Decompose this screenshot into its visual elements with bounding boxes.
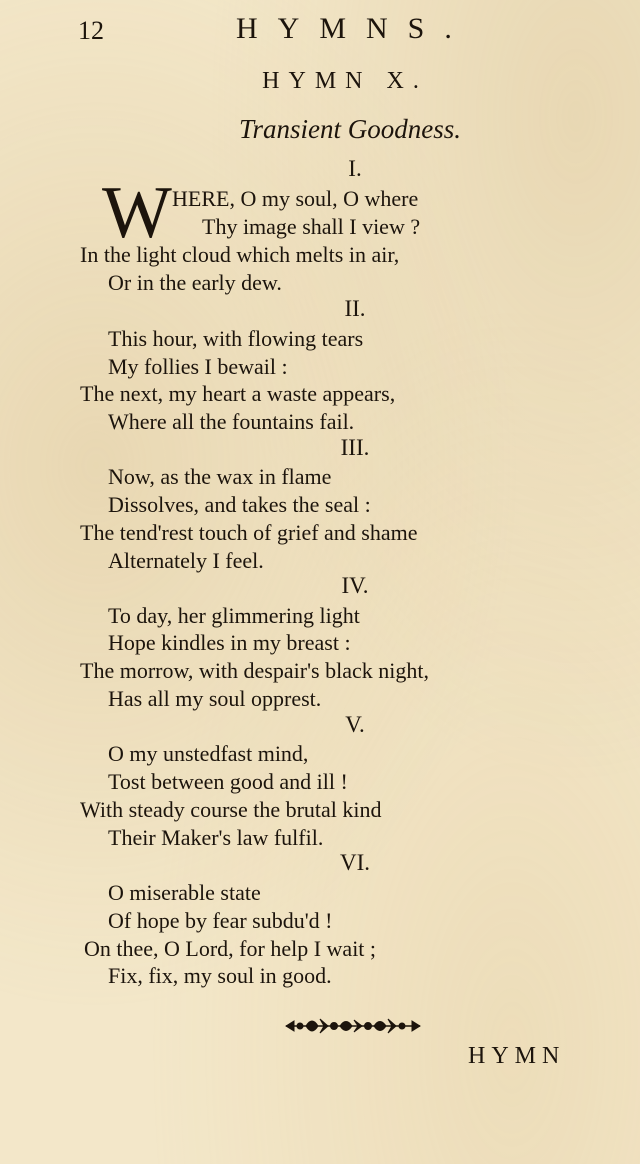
hymn-subtitle: Transient Goodness. [238,114,462,144]
catchword: HYMN [468,1043,566,1069]
stanza-numeral: IV. [341,573,369,598]
verse-line: The tend'rest touch of grief and shame [80,520,418,545]
stanza-numeral: II. [344,296,366,321]
verse-line: Of hope by fear subdu'd ! [108,908,333,933]
verse-line: Alternately I feel. [108,548,264,573]
verse-line: With steady course the brutal kind [80,797,382,822]
stanza-numeral: VI. [339,850,371,875]
hymn-title: HYMN X. [262,68,428,94]
verse-line: On thee, O Lord, for help I wait ; [84,936,377,961]
verse-line: Their Maker's law fulfil. [108,825,324,850]
verse-line: To day, her glimmering light [108,603,360,628]
verse-line: Hope kindles in my breast : [108,630,351,655]
verse-line: My follies I bewail : [108,354,288,379]
floral-ornament-icon [284,1012,422,1040]
verse-line: In the light cloud which melts in air, [80,242,400,267]
verse-line: HERE, O my soul, O where [172,186,419,211]
verse-line: Dissolves, and takes the seal : [108,492,371,517]
verse-line: Tost between good and ill ! [108,769,348,794]
verse-line: O my unstedfast mind, [108,741,309,766]
verse-line: O miserable state [108,880,261,905]
verse-line: Thy image shall I view ? [202,214,421,239]
verse-line: Fix, fix, my soul in good. [108,963,332,988]
verse-line: Where all the fountains fail. [108,409,355,434]
verse-line: The morrow, with despair's black night, [80,658,429,683]
verse-line: Or in the early dew. [108,270,282,295]
verse-line: The next, my heart a waste appears, [80,381,396,406]
stanza-numeral: I. [348,156,362,181]
verse-line: This hour, with flowing tears [108,326,364,351]
running-head: HYMNS. [236,12,472,45]
stanza-numeral: V. [345,712,365,737]
stanza-numeral: III. [340,435,370,460]
verse-line: Has all my soul opprest. [108,686,322,711]
page-number: 12 [78,16,104,45]
verse-line: Now, as the wax in flame [108,464,332,489]
drop-cap: W [102,172,172,254]
